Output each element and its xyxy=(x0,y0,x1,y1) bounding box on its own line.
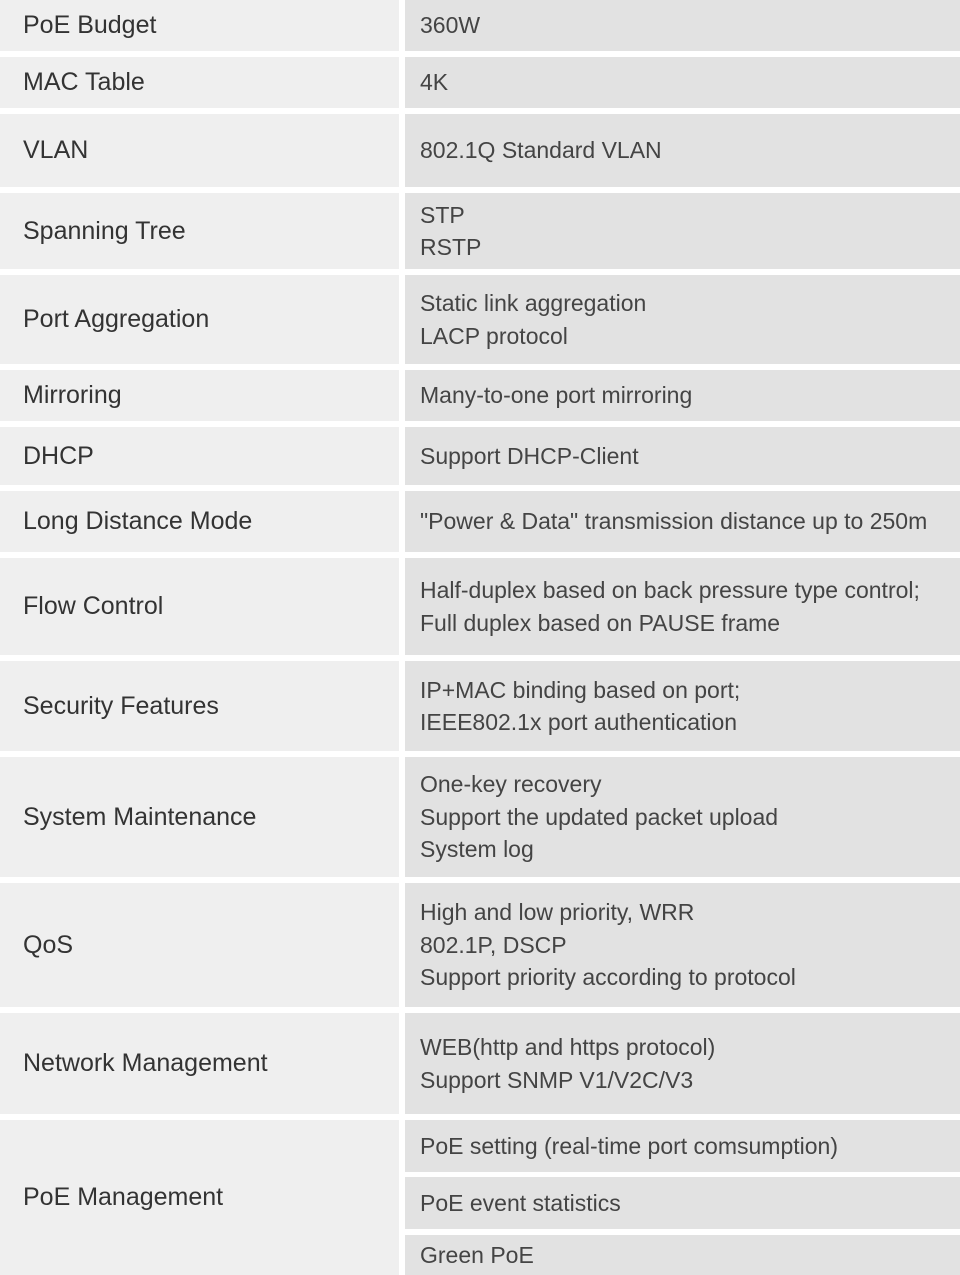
spec-value xyxy=(405,883,960,1007)
spec-value-line: Half-duplex based on back pressure type control; xyxy=(420,577,920,603)
spec-row-mac-table xyxy=(0,57,960,108)
spec-value-line: One-key recovery xyxy=(420,771,602,798)
spec-label: Mirroring xyxy=(0,370,399,421)
spec-sub-value: Green PoE xyxy=(405,1235,960,1275)
spec-value xyxy=(405,491,960,552)
spec-row-mirroring xyxy=(0,370,960,421)
spec-value-line: 4K xyxy=(420,69,449,96)
spec-label: PoE Budget xyxy=(0,0,399,51)
spec-value xyxy=(405,57,960,108)
spec-sub-value: PoE setting (real-time port comsumption) xyxy=(405,1120,960,1172)
spec-row-poe-budget xyxy=(0,0,960,51)
spec-value-line: 802.1Q Standard VLAN xyxy=(420,137,662,164)
spec-row-vlan xyxy=(0,114,960,187)
spec-sub-value: PoE event statistics xyxy=(405,1177,960,1229)
spec-value xyxy=(405,275,960,364)
spec-label: QoS xyxy=(0,883,399,1007)
spec-value xyxy=(405,427,960,485)
spec-value-line: WEB(http and https protocol) xyxy=(420,1034,716,1060)
spec-row-network-management xyxy=(0,1013,960,1114)
spec-value xyxy=(405,1120,960,1275)
spec-value xyxy=(405,370,960,421)
spec-value-line: Full duplex based on PAUSE frame xyxy=(420,609,781,636)
spec-value-line: High and low priority, WRR xyxy=(420,899,695,926)
spec-label: Spanning Tree xyxy=(0,193,399,269)
spec-value-line: "Power & Data" transmission distance up to 250m xyxy=(420,508,928,535)
spec-value-line: STP xyxy=(420,201,465,228)
spec-value-line: IEEE802.1x port authentication xyxy=(420,709,738,735)
spec-label: PoE Management xyxy=(0,1120,399,1275)
spec-value-line: System log xyxy=(420,836,534,863)
spec-row-poe-management xyxy=(0,1120,960,1275)
spec-label: Security Features xyxy=(0,661,399,751)
spec-row-qos xyxy=(0,883,960,1007)
spec-value-line: Support DHCP-Client xyxy=(420,442,639,469)
spec-row-system-maintenance xyxy=(0,757,960,877)
spec-label: MAC Table xyxy=(0,57,399,108)
spec-value-line: Many-to-one port mirroring xyxy=(420,382,693,409)
spec-value-line: Support priority according to protocol xyxy=(420,964,796,991)
spec-value xyxy=(405,757,960,877)
spec-row-security-features xyxy=(0,661,960,751)
spec-label: VLAN xyxy=(0,114,399,187)
spec-label: Flow Control xyxy=(0,558,399,655)
spec-label: Long Distance Mode xyxy=(0,491,399,552)
spec-value xyxy=(405,0,960,51)
spec-value xyxy=(405,114,960,187)
spec-label: Network Management xyxy=(0,1013,399,1114)
spec-row-dhcp xyxy=(0,427,960,485)
spec-value-line: Support the updated packet upload xyxy=(420,803,779,830)
spec-value-line: 360W xyxy=(420,12,481,39)
spec-value-line: Support SNMP V1/V2C/V3 xyxy=(420,1066,694,1093)
spec-row-flow-control xyxy=(0,558,960,655)
spec-value-line: LACP protocol xyxy=(420,322,568,349)
spec-row-spanning-tree xyxy=(0,193,960,269)
spec-value xyxy=(405,193,960,269)
spec-value xyxy=(405,1013,960,1114)
spec-value-line: IP+MAC binding based on port; xyxy=(420,676,741,703)
spec-value-line: RSTP xyxy=(420,234,482,260)
spec-label: Port Aggregation xyxy=(0,275,399,364)
spec-value-line: Static link aggregation xyxy=(420,290,647,316)
spec-value xyxy=(405,661,960,751)
spec-label: DHCP xyxy=(0,427,399,485)
spec-label: System Maintenance xyxy=(0,757,399,877)
spec-row-port-aggregation xyxy=(0,275,960,364)
spec-value-line: 802.1P, DSCP xyxy=(420,931,567,958)
spec-row-long-distance-mode xyxy=(0,491,960,552)
spec-value xyxy=(405,558,960,655)
